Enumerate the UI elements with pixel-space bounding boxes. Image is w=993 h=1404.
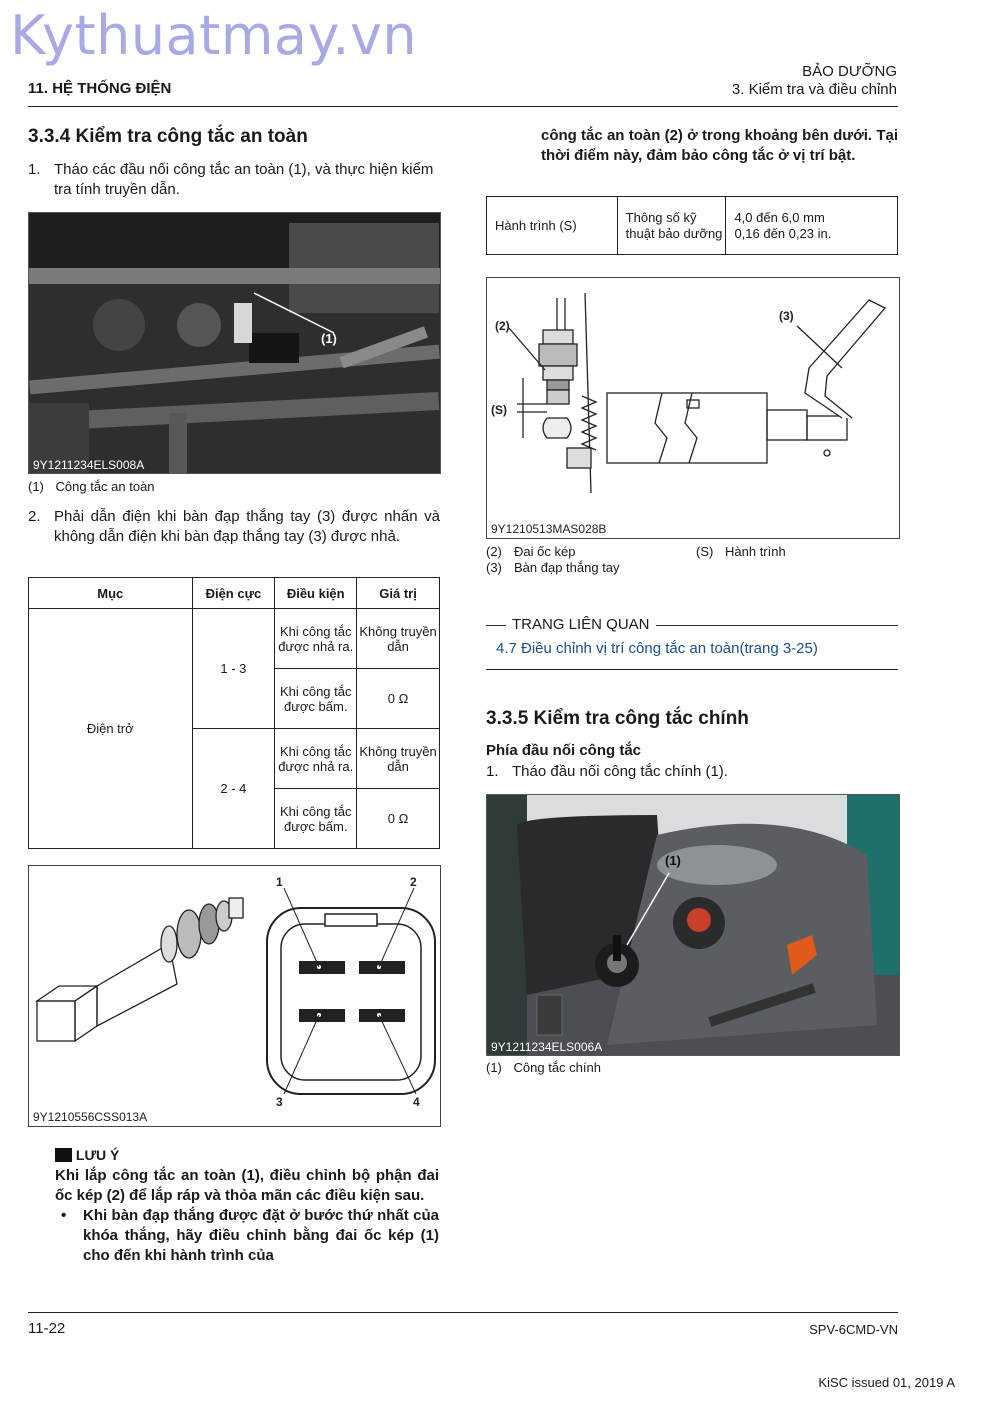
safety-switch-photo-art [29, 213, 440, 473]
value-cell: 0 Ω [357, 789, 440, 849]
header-right [732, 63, 897, 99]
terminal-cell: 1 - 3 [192, 609, 275, 729]
step-text: Tháo các đầu nối công tắc an toàn (1), và thực hiện kiểm tra tính truyền dẫn. [54, 161, 434, 198]
caption-text: Công tắc chính [513, 1060, 601, 1075]
col-header-condition: Điều kiện [275, 578, 357, 609]
spec-values [726, 197, 898, 255]
step-number: 1. [28, 161, 41, 178]
pin-label-1: 1 [276, 875, 283, 889]
condition-cell: Khi công tắc được nhả ra. [275, 729, 357, 789]
heading-safety-switch: 3.3.4 Kiểm tra công tắc an toàn [28, 126, 308, 147]
item-cell: Điện trở [29, 609, 193, 849]
related-heading [486, 616, 898, 636]
main-switch-photo-art [487, 795, 899, 1055]
spec-value-mm: 4,0 đến 6,0 mm [734, 209, 825, 225]
subheading-connector-side: Phía đầu nối công tắc [486, 742, 642, 759]
caption-num: (1) [486, 1060, 502, 1075]
photo2-caption [486, 1060, 601, 1076]
condition-cell: Khi công tắc được bấm. [275, 789, 357, 849]
section-title: BẢO DƯỠNG [802, 63, 897, 80]
brake-diagram-code: 9Y1210513MAS028B [491, 522, 607, 536]
step-text: Tháo đầu nối công tắc chính (1). [512, 763, 728, 780]
note-icon [55, 1148, 72, 1162]
caption-text: Bàn đạp thắng tay [514, 560, 620, 575]
note-heading [55, 1146, 439, 1164]
step-number: 1. [486, 763, 499, 780]
main-switch-step-1 [486, 762, 898, 782]
table-header-row [29, 578, 440, 609]
spec-table [486, 196, 898, 255]
step-number: 2. [28, 508, 41, 525]
step-1 [28, 160, 440, 200]
callout-3: (3) [779, 309, 794, 323]
brake-switch-diagram [486, 277, 900, 539]
connector-diagram-code: 9Y1210556CSS013A [33, 1110, 148, 1124]
subsection-title: 3. Kiểm tra và điều chỉnh [731, 81, 897, 98]
pin-label-4: 4 [413, 1095, 420, 1109]
continued-text: công tắc an toàn (2) ở trong khoảng bên dưới. Tại thời điểm này, đảm bảo công tắc ở vị trí bật. [541, 127, 898, 164]
photo1-caption [28, 479, 155, 495]
note-text: Khi lắp công tắc an toàn (1), điều chỉnh bộ phận đai ốc kép (2) để lắp ráp và thỏa mãn các điều kiện sau. [55, 1167, 439, 1204]
value-cell: 0 Ω [357, 669, 440, 729]
note-title: LƯU Ý [75, 1147, 120, 1163]
issue-info: KiSC issued 01, 2019 A [818, 1375, 955, 1390]
photo1-code: 9Y1211234ELS008A [33, 458, 145, 472]
step-2 [28, 507, 440, 547]
step-text: Phải dẫn điện khi bàn đạp thắng tay (3) được nhấn và không dẫn điện khi bàn đạp thắng tay (3) được nhả. [54, 508, 440, 545]
spec-label: Thông số kỹ thuật bảo dưỡng [617, 197, 726, 255]
pin-label-2: 2 [410, 875, 417, 889]
note-bullet [55, 1206, 439, 1266]
terminal-cell: 2 - 4 [192, 729, 275, 849]
value-cell: Không truyền dẫn [357, 729, 440, 789]
brake-switch-diagram-art [487, 278, 899, 538]
photo2-code: 9Y1211234ELS006A [491, 1040, 603, 1054]
photo1-callout: (1) [321, 331, 337, 346]
related-link[interactable]: 4.7 Điều chỉnh vị trí công tắc an toàn(trang 3-25) [496, 640, 818, 657]
resistance-table [28, 577, 440, 849]
bullet-icon: • [61, 1207, 67, 1224]
caption-row [486, 560, 898, 576]
callout-2: (2) [495, 319, 510, 333]
watermark: Kythuatmay.vn [10, 4, 418, 67]
caption-row [486, 544, 898, 560]
footer-rule [28, 1312, 898, 1313]
chapter-title: 11. HỆ THỐNG ĐIỆN [28, 80, 172, 97]
condition-cell: Khi công tắc được nhả ra. [275, 609, 357, 669]
related-title: TRANG LIÊN QUAN [506, 616, 656, 633]
caption-num: (2) [486, 544, 502, 559]
main-switch-photo [486, 794, 900, 1056]
caption-text: Hành trình [725, 544, 786, 559]
value-cell: Không truyền dẫn [357, 609, 440, 669]
table-row [487, 197, 898, 255]
caption-num: (1) [28, 479, 44, 494]
header-rule [28, 106, 898, 107]
related-page-box [486, 616, 898, 670]
col-header-value: Giá trị [357, 578, 440, 609]
connector-diagram-art [29, 866, 440, 1126]
condition-cell: Khi công tắc được bấm. [275, 669, 357, 729]
spec-value-in: 0,16 đến 0,23 in. [734, 225, 832, 241]
note-block [55, 1146, 439, 1266]
page-number: 11-22 [28, 1320, 66, 1337]
note-bullet-text: Khi bàn đạp thắng được đặt ở bước thứ nhất của khóa thắng, hãy điều chỉnh bằng đai ốc kép (1) cho đến khi hành trình của [83, 1207, 439, 1264]
photo2-callout: (1) [665, 853, 681, 868]
caption-num: (3) [486, 560, 502, 575]
pin-label-3: 3 [276, 1095, 283, 1109]
callout-s: (S) [491, 403, 507, 417]
heading-main-switch: 3.3.5 Kiểm tra công tắc chính [486, 708, 749, 729]
doc-code: SPV-6CMD-VN [809, 1322, 898, 1337]
caption-text: Công tắc an toàn [55, 479, 155, 494]
col-header-terminal: Điện cực [192, 578, 275, 609]
brake-diagram-captions [486, 544, 898, 576]
caption-text: Đai ốc kép [514, 544, 576, 559]
caption-num: (S) [696, 544, 714, 559]
spec-item: Hành trình (S) [487, 197, 618, 255]
connector-diagram [28, 865, 441, 1127]
table-row [29, 609, 440, 669]
related-bottom-rule [486, 669, 898, 670]
col-header-item: Mục [29, 578, 193, 609]
safety-switch-photo [28, 212, 441, 474]
